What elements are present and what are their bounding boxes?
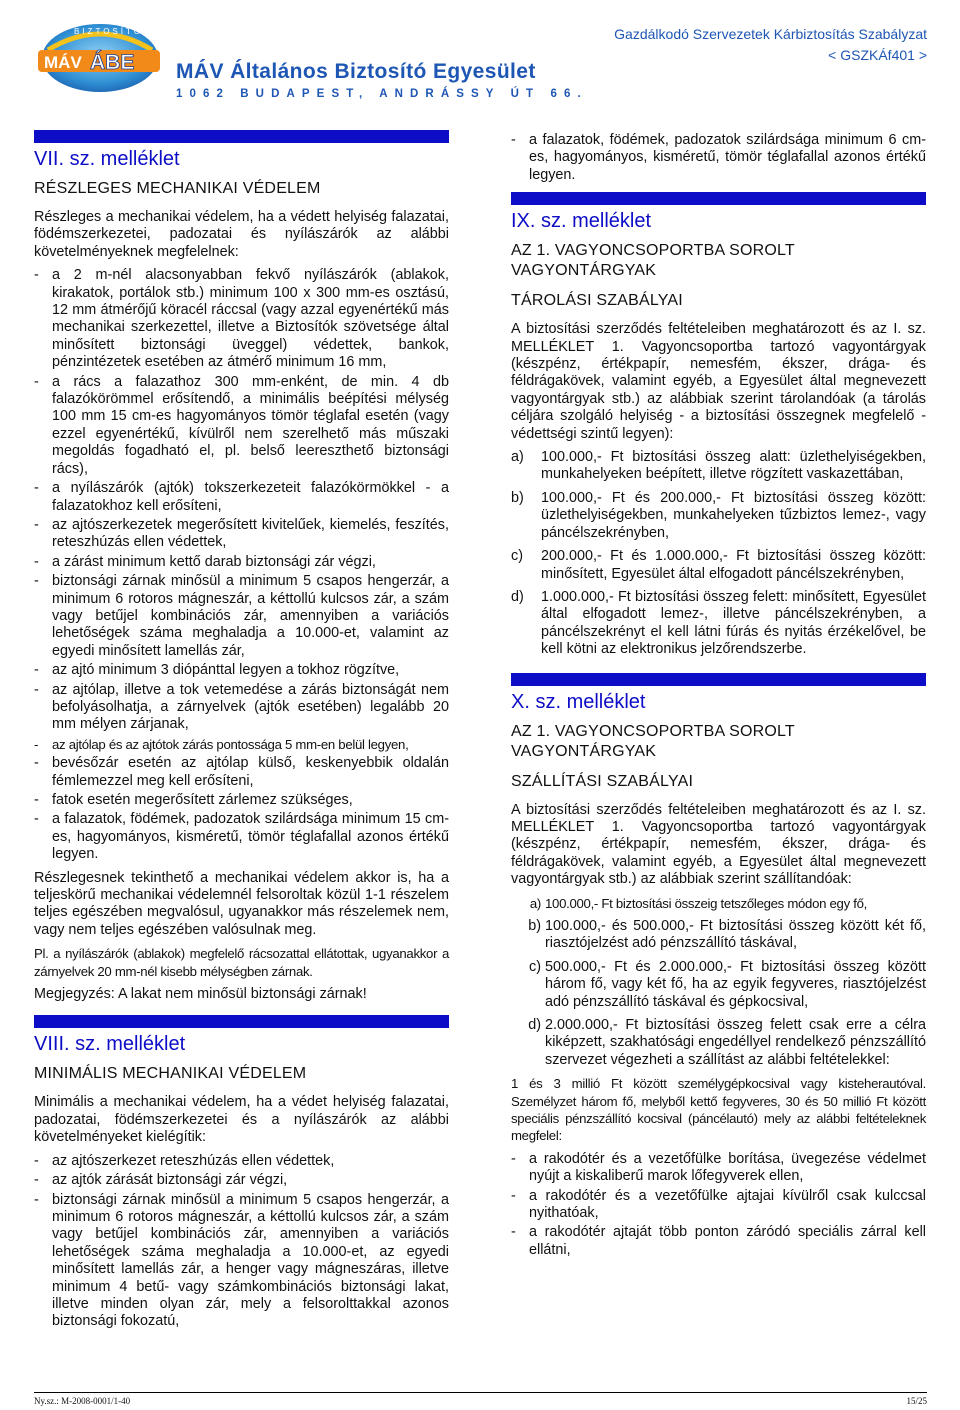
list-item: - biztonsági zárnak minősül a minimum 5 csapos hengerzár, a minimum 6 rotoros mágneszár, a kéttollú kulcsos zár, a szám vagy betűjel kombinációs zár, amennyiben a variációs lehetőségek száma meghaladja a 10.000-et, valamint az egyedi minősített lamellás zár, (34, 573, 449, 659)
document-title (614, 24, 927, 66)
section-heading-x: AZ 1. VAGYONCSOPORTBA SOROLT VAGYONTÁRGYAK (511, 722, 795, 760)
paragraph: Pl. a nyílászárók (ablakok) megfelelő rácsozattal ellátottak, ugyanakkor a zárnyelvek 20 mm-nél kisebb mélységben zárnak. (34, 946, 449, 979)
paragraph: A biztosítási szerződés feltételeiben meghatározott és az I. sz. MELLÉKLET 1. Vagyoncsoportba tartozó vagyontárgyak (készpénz, értékpapír, nemesfém, ékszer, drága- és féldrágakövek, valamint egyéb, a Egyesület által megnevezett vagyontárgyak stb.) az alábbiak szerint szállítandóak: (511, 801, 926, 888)
section-title-vii: VII. sz. melléklet (34, 148, 180, 170)
list-item: - a rakodótér és a vezetőfülke ajtajai kívülről csak kulccsal nyithatóak, (511, 1187, 926, 1222)
section-title-ix: IX. sz. melléklet (511, 210, 652, 233)
svg-text:MÁV: MÁV (44, 53, 82, 72)
page-number: 15/25 (906, 1396, 927, 1406)
section-subtitle-viii: MINIMÁLIS MECHANIKAI VÉDELEM (34, 1065, 307, 1083)
left-column (34, 130, 449, 1333)
list-item: - a falazatok, födémek, padozatok szilárdsága minimum 15 cm-es, hagyományos, kisméretű, tömör téglafallal azonos értékű legyen. (34, 811, 449, 863)
document-title-text: Gazdálkodó Szervezetek Kárbiztosítás Szabályzat (614, 26, 927, 42)
list-item: b) 100.000,- és 500.000,- Ft biztosítási összeg között két fő, riasztójelzést adó pénzszállító táskával, (528, 917, 926, 952)
list-item: - a zárást minimum kettő darab biztonsági zár végzi, (34, 553, 376, 570)
company-name: MÁV Általános Biztosító Egyesület (176, 60, 536, 83)
list-item: - bevésőzár esetén az ajtólap külső, keskenyebbik oldalán fémlemezzel meg kell erősíteni, (34, 755, 449, 789)
list-item: - a nyílászárók (ajtók) tokszerkezeteit falazókörmökkel - a falazatokhoz kell erősíteni, (34, 480, 449, 514)
section-subheading-ix: TÁROLÁSI SZABÁLYAI (511, 292, 683, 310)
list-item: c) 500.000,- Ft és 2.000.000,- Ft biztosítási összeg között három fő, vagy két fő, ha az egyik fegyveres, riasztójelzést adó pénzszállító táskával és gépkocsival, (529, 958, 926, 1010)
section-subheading-x: SZÁLLÍTÁSI SZABÁLYAI (511, 772, 694, 790)
svg-text:BIZTOSÍTÓ: BIZTOSÍTÓ (74, 27, 144, 36)
list-item: - biztonsági zárnak minősül a minimum 5 csapos hengerzár, a minimum 6 rotoros mágneszár, a kéttollú kulcsos zár, a szám vagy betűjel kombinációs zár, amennyiben a variációs lehetőségek száma meghaladja a 10.000-et, az egyedi minősített lamellás zár, a henger vagy mágneszáras, illetve minimum 4 betű- vagy számkombinációs biztonsági lakat, illetve minden olyan zár, mely a felsorolttakkal azonos biztonsági fokozatú, (34, 1191, 449, 1330)
list-item: c) 200.000,- Ft és 1.000.000,- Ft biztosítási összeg között: minősített, Egyesület által elfogadott páncélszekrényben, (511, 548, 926, 582)
right-column (511, 132, 926, 1261)
list-item: - az ajtólap és az ajtótok zárás pontossága 5 mm-en belül legyen, (34, 736, 409, 752)
section-title-x: X. sz. melléklet (511, 690, 646, 713)
mav-abe-logo (34, 20, 164, 96)
svg-text:ÁBE: ÁBE (90, 51, 135, 74)
document-code: < GSZKÁf401 > (828, 47, 927, 63)
section-bar (511, 673, 926, 686)
section-bar (511, 192, 926, 205)
company-address: 1062 BUDAPEST, ANDRÁSSY ÚT 66. (176, 88, 588, 100)
paragraph: Részleges a mechanikai védelem, ha a védett helyiség falazatai, födémszerkezetei, padozatai és nyílászárók az alábbi követelményeknek megfelelnek: (34, 209, 449, 260)
page-footer (34, 1392, 927, 1406)
section-heading-ix: AZ 1. VAGYONCSOPORTBA SOROLT VAGYONTÁRGYAK (511, 242, 795, 280)
paragraph: A biztosítási szerződés feltételeiben meghatározott és az I. sz. MELLÉKLET 1. Vagyoncsoportba tartozó vagyontárgyak (készpénz, értékpapír, nemesfém, ékszer, drága- és féldrágakövek, valamint egyéb, a Egyesület által megnevezett vagyontárgyak stb.) az alábbiak szerint tárolandóak (a tárolás céljára szolgáló helyiség - a biztosítási összegnek megfelelő - védettségi szintű legyen): (511, 321, 926, 442)
section-subtitle-vii: RÉSZLEGES MECHANIKAI VÉDELEM (34, 180, 321, 197)
list-item: - fatok esetén megerősített zárlemez szükséges, (34, 792, 353, 808)
list-item: b) 100.000,- Ft és 200.000,- Ft biztosítási összeg között: üzlethelyiségekben, munkahelyeken tűzbiztos lemez-, vagy páncélszekrényben, (511, 489, 926, 541)
note: Megjegyzés: A lakat nem minősül biztonsági zárnak! (34, 986, 367, 1003)
list-item: d) 2.000.000,- Ft biztosítási összeg felett csak erre a célra kiképzett, szakhatósági engedéllyel rendelkező pénzszállító szervezet végezheti a szállítást az alábbi feltételekkel: (528, 1017, 926, 1068)
document-number: Ny.sz.: M-2008-0001/1-40 (34, 1396, 131, 1406)
list-item: - a falazatok, födémek, padozatok szilárdsága minimum 6 cm-es, hagyományos, kisméretű, tömör téglafallal azonos értékű legyen. (511, 132, 926, 183)
page-header (0, 0, 960, 120)
list-item: - az ajtólap, illetve a tok vetemedése a zárás biztonságát nem befolyásolhatja, a zárnyelvek (ajtók esetében) legalább 20 mm mélyen zárjanak, (34, 681, 449, 733)
list-item: - a rács a falazathoz 300 mm-enként, de min. 4 db falazókörömmel erősítendő, a minimális beépítési mélység 100 mm 15 cm-es hagyományos tömör téglafal esetén (vagy ezzel egyenértékű, kívülről nem szerelhető más műszaki megoldás fogadható el, pl. belső leereszthető biztonsági rács), (34, 373, 449, 477)
section-bar (34, 130, 449, 143)
list-item: - az ajtószerkezet reteszhúzás ellen védettek, (34, 1152, 335, 1169)
paragraph: Részlegesnek tekinthető a mechanikai védelem akkor is, ha a teljeskörű mechanikai védelemnél felsoroltak közül 1-1 részelem teljes egészében megvalósul, ugyanakkor más részelemek nem, vagy nem teljes egészében valósulnak meg. (34, 869, 449, 938)
list-item: - az ajtók zárását biztonsági zár végzi, (34, 1172, 288, 1189)
list-item: d) 1.000.000,- Ft biztosítási összeg felett: minősített, Egyesület által elfogadott lemez-, illetve páncélszekrényben, a páncélszekrényt el kell látni fúrás és nyitás érzékelővel, be kell kötni az elektronikus jelzőrendszerbe. (511, 588, 926, 658)
section-bar (34, 1015, 449, 1028)
list-item: a) 100.000,- Ft biztosítási összeig tetszőleges módon egy fő, (529, 895, 867, 911)
paragraph: 1 és 3 millió Ft között személygépkocsival vagy kisteherautóval. Személyzet három fő, melyből kettő fegyveres, 30 és 50 millió Ft között speciális pénzszállító kocsival (páncélautó) mely az alábbi feltételeknek megfelel: (511, 1076, 926, 1144)
list-item: - a rakodótér és a vezetőfülke borítása, üvegezése védelmet nyújt a kiskaliberű marok lőfegyverek ellen, (511, 1150, 926, 1185)
list-item: - az ajtószerkezetek megerősített kivitelűek, kiemelés, feszítés, reteszhúzás ellen védettek, (34, 516, 449, 551)
section-title-viii: VIII. sz. melléklet (34, 1033, 186, 1056)
paragraph: Minimális a mechanikai védelem, ha a védet helyiség falazatai, padozatai, födémszerkezetei és a nyílászárók az alábbi követelményeket kielégítik: (34, 1094, 449, 1146)
list-item: - a rakodótér ajtaját több ponton záródó speciális zárral kell ellátni, (511, 1224, 926, 1258)
list-item: - a 2 m-nél alacsonyabban fekvő nyílászárók (ablakok, kirakatok, portálok stb.) minimum 100 x 300 mm-es osztású, 12 mm átmérőjű köracél ráccsal (vagy azzal egyenértékű más mechanikai szerkezettel, illetve a Biztosítók szövetsége által minősített biztonsági üveggel) védettek, bankok, pénzintézetek esetében az átmérő minimum 16 mm, (34, 267, 449, 371)
list-item: - az ajtó minimum 3 diópánttal legyen a tokhoz rögzítve, (34, 662, 400, 679)
list-item: a) 100.000,- Ft biztosítási összeg alatt: üzlethelyiségekben, munkahelyeken beépített, illetve rögzített vaskazettában, (511, 449, 926, 483)
